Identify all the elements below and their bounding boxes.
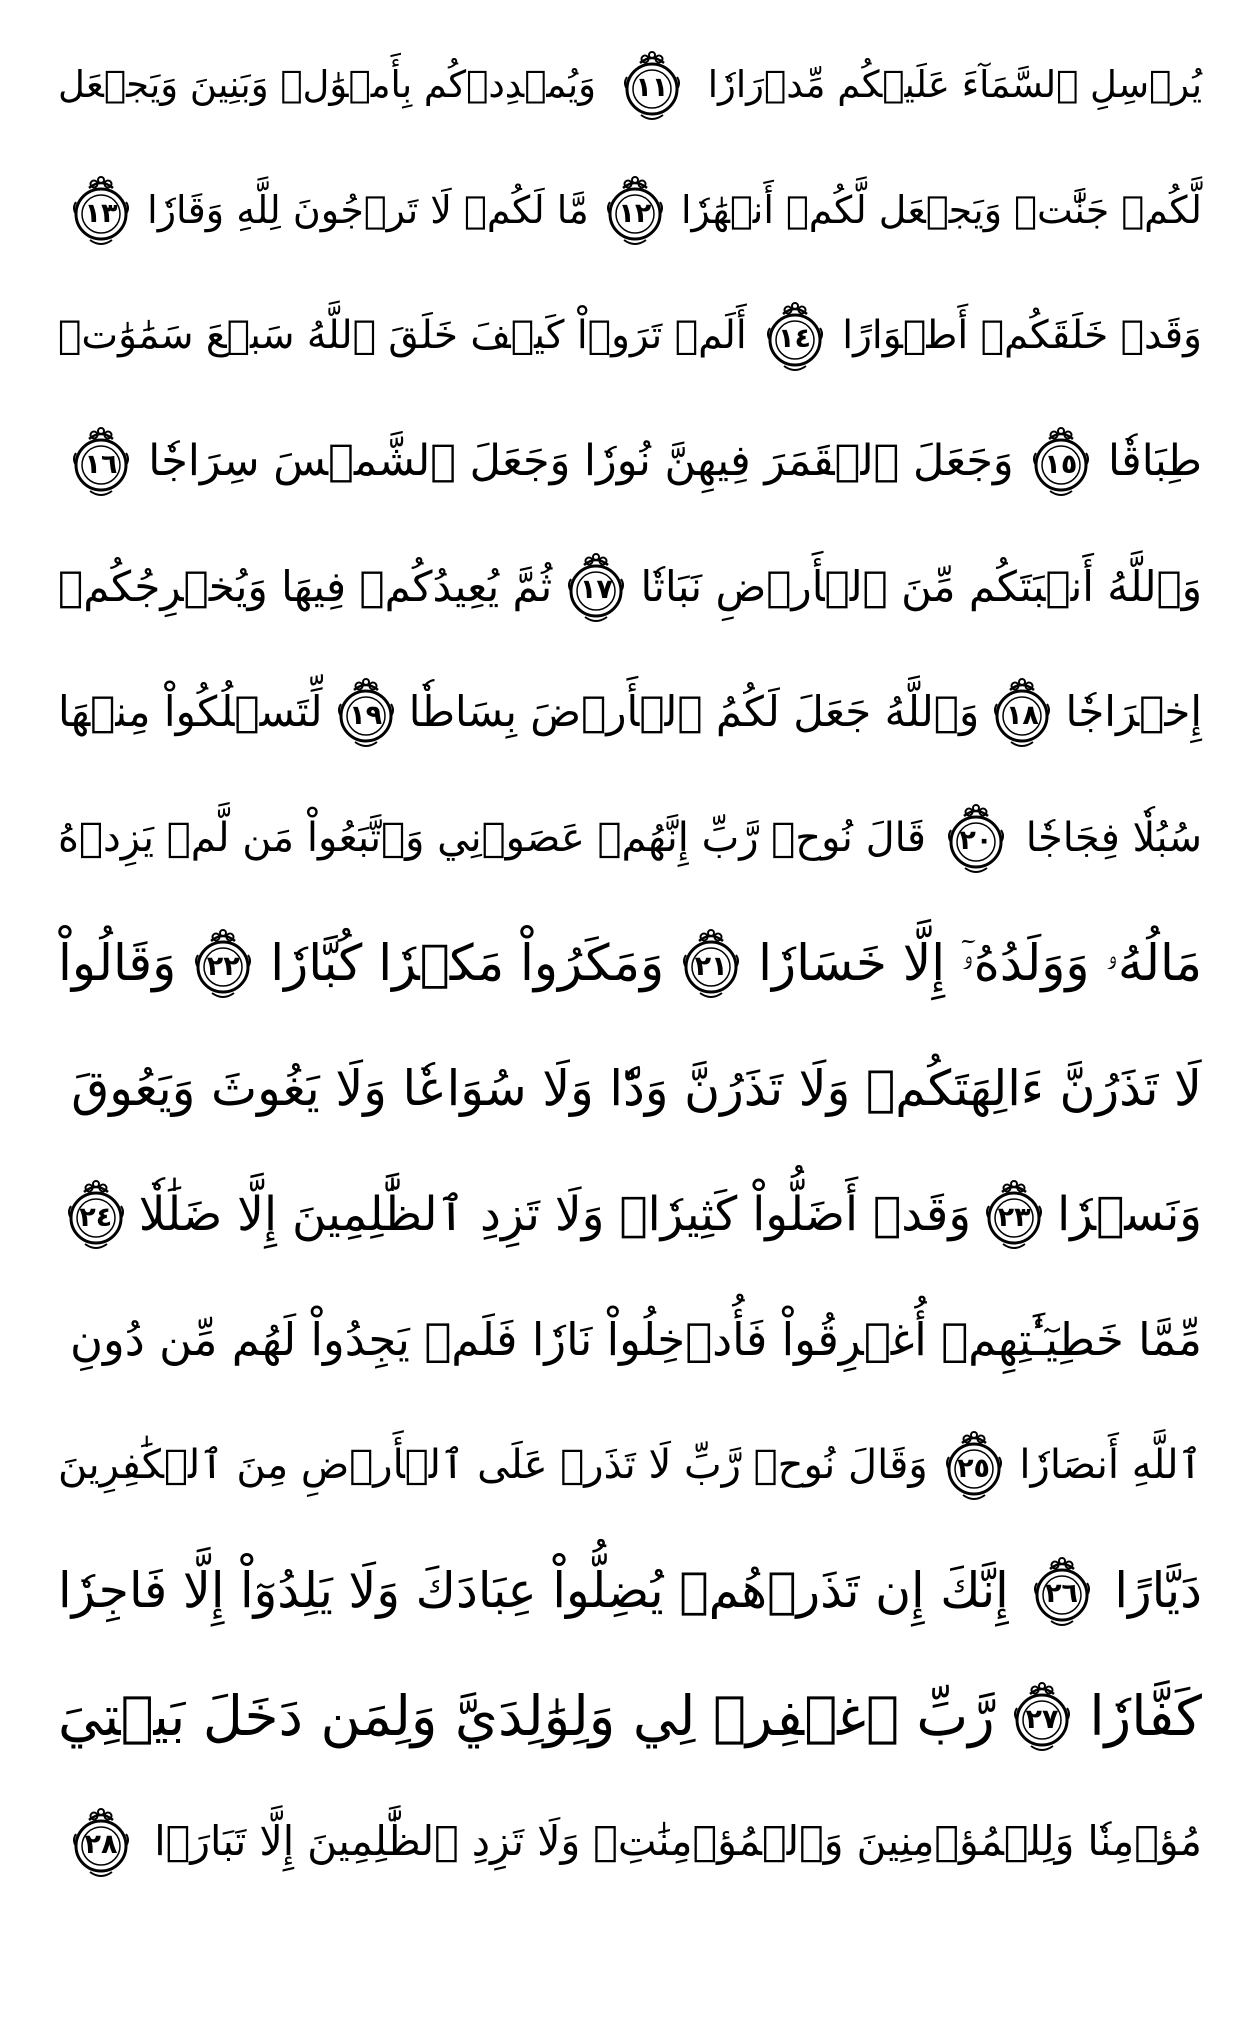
- ayah-number: ٢٨: [84, 1829, 118, 1861]
- verse-text: مِّمَّا خَطِيٓـَٰٔتِهِمۡ أُغۡرِقُواْ فَأُدۡخِلُواْ نَارٗا فَلَمۡ يَجِدُواْ لَهُم مِّن دُونِ: [69, 1313, 1202, 1367]
- verse-text: وَقَالُواْ: [58, 934, 177, 993]
- ayah-number: ١٢: [618, 197, 652, 229]
- ayah-number-marker: [674, 921, 748, 1005]
- ayah-number-marker: [758, 294, 832, 378]
- ayah-number-marker: [939, 796, 1013, 880]
- verse-text: طِبَاقٗا: [1108, 435, 1202, 486]
- verse-text: كَفَّارٗا: [1089, 1683, 1202, 1748]
- text-line: [58, 22, 1202, 148]
- ayah-number-marker: [329, 670, 403, 754]
- quran-text-block: [58, 22, 1202, 1905]
- verse-text: رَّبِّ ٱغۡفِرۡ لِي وَلِوَٰلِدَيَّ وَلِمَن دَخَلَ بَيۡتِيَ: [58, 1683, 995, 1748]
- ayah-number: ١٦: [84, 448, 118, 480]
- ayah-number-marker: [615, 43, 689, 127]
- ayah-number-marker: [559, 545, 633, 629]
- ayah-number-marker: [977, 1172, 1051, 1256]
- verse-text: دَيَّارًا: [1114, 1562, 1202, 1620]
- text-line: [58, 1654, 1202, 1780]
- verse-text: سُبُلٗا فِجَاجٗا: [1025, 814, 1202, 861]
- verse-text: ثُمَّ يُعِيدُكُمۡ فِيهَا وَيُخۡرِجُكُمۡ: [58, 561, 553, 611]
- ayah-number-marker: [1005, 1674, 1079, 1758]
- ayah-number: ١٩: [349, 699, 383, 731]
- verse-text: قَالَ نُوحٞ رَّبِّ إِنَّهُمۡ عَصَوۡنِي وَٱتَّبَعُواْ مَن لَّمۡ يَزِدۡهُ: [58, 814, 926, 861]
- text-line: [58, 1779, 1202, 1905]
- ayah-number: ١٨: [1005, 699, 1039, 731]
- ayah-number-marker: [64, 419, 138, 503]
- verse-text: وَجَعَلَ ٱلۡقَمَرَ فِيهِنَّ نُورٗا وَجَعَلَ ٱلشَّمۡسَ سِرَاجٗا: [148, 435, 1014, 486]
- ayah-number-marker: [59, 1172, 133, 1256]
- verse-text: وَنَسۡرٗا: [1057, 1186, 1202, 1242]
- ayah-number: ٢٤: [79, 1201, 113, 1233]
- verse-text: لَا تَذَرُنَّ ءَالِهَتَكُمۡ وَلَا تَذَرُنَّ وَدّٗا وَلَا سُوَاعٗا وَلَا يَغُوثَ وَيَعُوقَ: [71, 1060, 1202, 1118]
- text-line: [58, 524, 1202, 650]
- verse-text: مَّا لَكُمۡ لَا تَرۡجُونَ لِلَّهِ وَقَارٗا: [147, 188, 589, 233]
- text-line: [58, 148, 1202, 274]
- text-line: [58, 1403, 1202, 1529]
- text-line: [58, 1528, 1202, 1654]
- ayah-number: ٢٥: [957, 1452, 991, 1484]
- ayah-number: ١٣: [84, 197, 118, 229]
- text-line: [58, 650, 1202, 776]
- ayah-number: ٢٧: [1025, 1703, 1059, 1735]
- ayah-number-marker: [1025, 1549, 1099, 1633]
- ayah-number: ١٤: [778, 323, 811, 355]
- ayah-number-marker: [985, 670, 1059, 754]
- text-line: [58, 901, 1202, 1027]
- text-line: [58, 273, 1202, 399]
- verse-text: إِخۡرَاجٗا: [1065, 687, 1202, 737]
- verse-text: أَلَمۡ تَرَوۡاْ كَيۡفَ خَلَقَ ٱللَّهُ سَبۡعَ سَمَٰوَٰتٖ: [58, 313, 747, 359]
- verse-text: وَٱللَّهُ أَنۢبَتَكُم مِّنَ ٱلۡأَرۡضِ نَبَاتٗا: [640, 561, 1202, 611]
- verse-text: وَٱللَّهُ جَعَلَ لَكُمُ ٱلۡأَرۡضَ بِسَاطٗا: [408, 687, 980, 737]
- verse-text: إِنَّكَ إِن تَذَرۡهُمۡ يُضِلُّواْ عِبَادَكَ وَلَا يَلِدُوٓاْ إِلَّا فَاجِرٗا: [58, 1562, 1009, 1620]
- ayah-number-marker: [64, 168, 138, 252]
- ayah-number: ١٥: [1044, 448, 1078, 480]
- ayah-number: ٢٢: [206, 950, 240, 982]
- verse-text: ٱللَّهِ أَنصَارٗا: [1019, 1442, 1202, 1489]
- ayah-number-marker: [186, 921, 260, 1005]
- verse-text: يُرۡسِلِ ٱلسَّمَآءَ عَلَيۡكُم مِّدۡرَارٗا: [707, 63, 1202, 107]
- verse-text: مُؤۡمِنٗا وَلِلۡمُؤۡمِنِينَ وَٱلۡمُؤۡمِنَٰتِۖ وَلَا تَزِدِ ٱلظَّٰلِمِينَ إِلَّا تَبَارَۢا: [154, 1817, 1202, 1866]
- text-line: [58, 775, 1202, 901]
- verse-text: وَقَدۡ خَلَقَكُمۡ أَطۡوَارًا: [842, 313, 1202, 359]
- text-line: [58, 1152, 1202, 1278]
- ayah-number-marker: [598, 168, 672, 252]
- verse-text: لَّكُمۡ جَنَّٰتٖ وَيَجۡعَل لَّكُمۡ أَنۡهَٰرٗا: [680, 188, 1202, 233]
- text-line: [58, 1026, 1202, 1152]
- ayah-number: ١١: [635, 72, 669, 104]
- text-line: [58, 399, 1202, 525]
- ayah-number: ٢٠: [959, 825, 993, 857]
- ayah-number: ٢٣: [997, 1201, 1031, 1233]
- ayah-number-marker: [64, 1800, 138, 1884]
- ayah-number: ٢٦: [1045, 1578, 1079, 1610]
- verse-text: وَمَكَرُواْ مَكۡرٗا كُبَّارٗا: [270, 934, 665, 993]
- verse-text: وَقَالَ نُوحٞ رَّبِّ لَا تَذَرۡ عَلَى ٱلۡأَرۡضِ مِنَ ٱلۡكَٰفِرِينَ: [58, 1442, 928, 1489]
- verse-text: مَالُهُۥ وَوَلَدُهُۥٓ إِلَّا خَسَارٗا: [758, 934, 1202, 993]
- verse-text: وَيُمۡدِدۡكُم بِأَمۡوَٰلٖ وَبَنِينَ وَيَجۡعَل: [58, 63, 596, 107]
- ayah-number-marker: [937, 1423, 1011, 1507]
- text-line: [58, 1277, 1202, 1403]
- verse-text: لِّتَسۡلُكُواْ مِنۡهَا: [58, 687, 323, 737]
- verse-text: وَقَدۡ أَضَلُّواْ كَثِيرٗاۖ وَلَا تَزِدِ ٱلظَّٰلِمِينَ إِلَّا ضَلَٰلٗا: [138, 1186, 972, 1242]
- ayah-number-marker: [1024, 419, 1098, 503]
- ayah-number: ٢١: [694, 950, 728, 982]
- ayah-number: ١٧: [579, 574, 613, 606]
